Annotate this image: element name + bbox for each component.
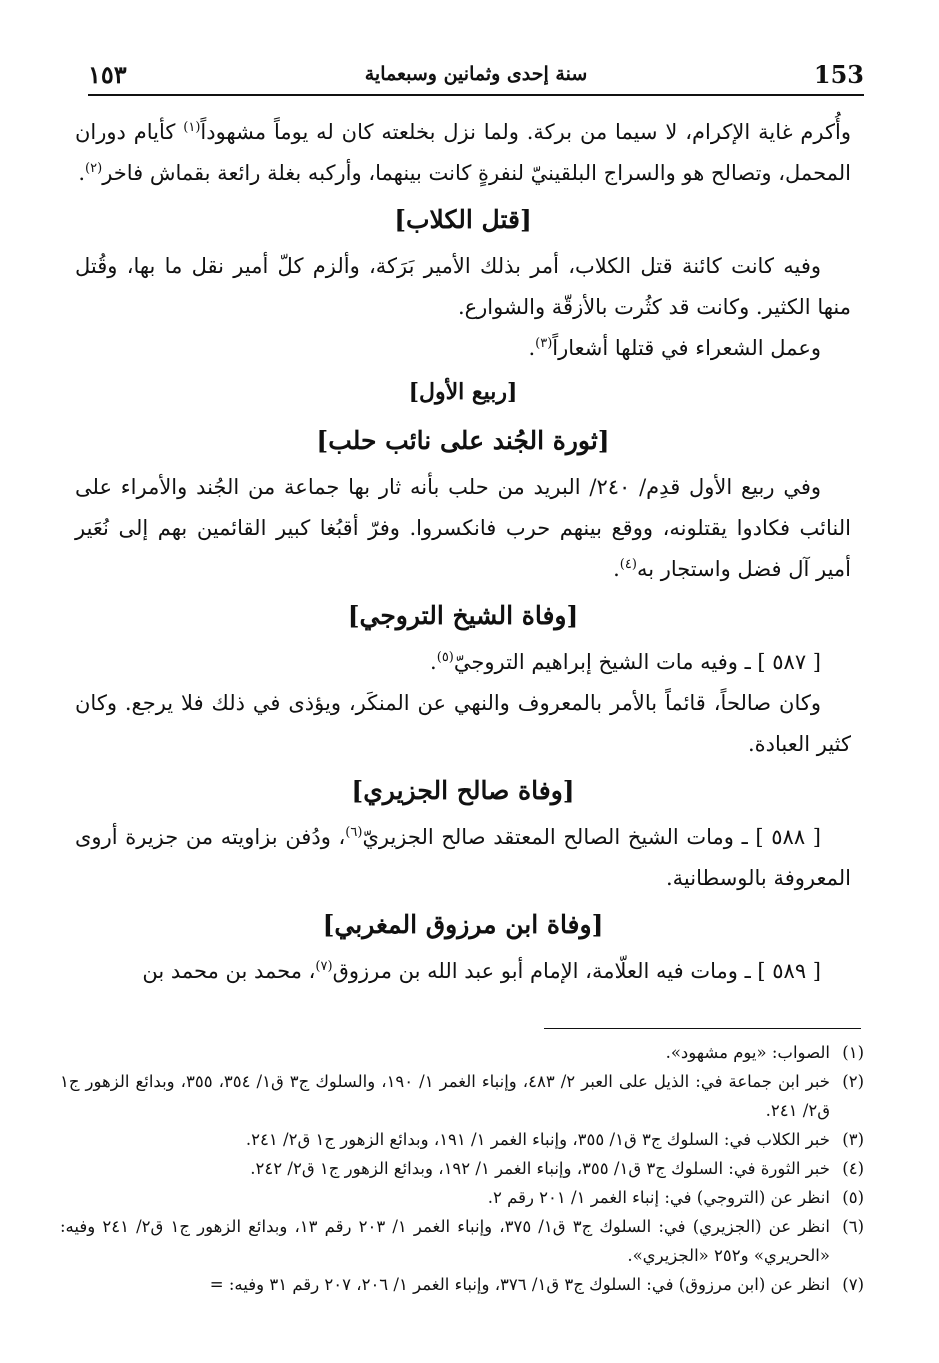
footnote: (٣) خبر الكلاب في: السلوك ج٣ ق١/ ٣٥٥، وإنباء الغمر ١/ ١٩١، وبدائع الزهور ج١ ق٢/ ٢٤١.: [245, 1130, 864, 1149]
page-header: [88, 58, 864, 96]
footnote: (٥) انظر عن (التروجي) في: إنباء الغمر ١/ ٢٠١ رقم ٢.: [487, 1188, 864, 1207]
footnote: (١) الصواب: «يوم مشهود».: [665, 1043, 864, 1062]
main-text: [75, 112, 851, 992]
footnote-ref: (٣): [535, 336, 553, 351]
footnote-ref: (١): [183, 120, 201, 135]
section-heading: [قتل الكلاب]: [394, 205, 532, 234]
footnote-ref: (٦): [345, 825, 363, 840]
page-number-latin: 153: [813, 60, 864, 89]
page-number-arabic: ١٥٣: [88, 60, 127, 89]
section-heading: [وفاة ابن مرزوق المغربي]: [322, 910, 604, 939]
section-heading: [ثورة الجُند على نائب حلب]: [316, 426, 610, 455]
paragraph-5: [ ٥٨٧ ] ـ وفيه مات الشيخ إبراهيم التروجيّ$^{(٥)}$.: [430, 650, 821, 674]
paragraph-2: وفيه كانت كائنة قتل الكلاب، أمر بذلك الأمير بَرَكة، وألزم كلّ أمير نقل ما بها، وقُتل منها الكثير. وكانت قد كثُرت بالأزقّة والشوارع.: [75, 254, 851, 319]
section-heading: [وفاة الشيخ التروجي]: [347, 601, 579, 630]
footnote-ref: (٢): [85, 161, 103, 176]
paragraph-6: وكان صالحاً، قائماً بالأمر بالمعروف والنهي عن المنكَر، ويؤذى في ذلك فلا يرجع. وكان كثير العبادة.: [75, 691, 851, 756]
footnotes: [60, 1038, 864, 1299]
header-rule: [88, 94, 864, 96]
footnote: (٢) خبر ابن جماعة في: الذيل على العبر ٢/ ٤٨٣، وإنباء الغمر ١/ ١٩٠، والسلوك ج٣ ق١/ ٣٥٤، ٣٥٥، وبدائع الزهور ج١ ق٢/ ٢٤١.: [60, 1072, 864, 1120]
section-heading: [وفاة صالح الجزيري]: [351, 776, 575, 805]
paragraph-7: [ ٥٨٨ ] ـ ومات الشيخ الصالح المعتقد صالح الجزيريّ$^{(٦)}$، ودُفن بزاويته من جزيرة أروى المعروفة بالوسطانية.: [75, 825, 851, 890]
footnote-rule: [544, 1028, 861, 1029]
running-title: سنة إحدى وثمانين وسبعماية: [364, 63, 588, 85]
footnote-ref: (٥): [436, 650, 454, 665]
footnote: (٧) انظر عن (ابن مرزوق) في: السلوك ج٣ ق١/ ٣٧٦، وإنباء الغمر ١/ ٢٠٦، ٢٠٧ رقم ٣١ وفيه: =: [209, 1275, 864, 1294]
footnote-ref: (٤): [619, 557, 637, 572]
footnote: (٦) انظر عن (الجزيري) في: السلوك ج٣ ق١/ ٣٧٥، وإنباء الغمر ١/ ٢٠٣ رقم ١٣، وبدائع الزهور ج١ ق٢/ ٢٤١ وفيه: «الحريري» و٢٥٢ «الجزيري».: [60, 1217, 864, 1265]
footnote: (٤) خبر الثورة في: السلوك ج٣ ق١/ ٣٥٥، وإنباء الغمر ١/ ١٩٢، وبدائع الزهور ج١ ق٢/ ٢٤٢.: [250, 1159, 864, 1178]
footnote-ref: (٧): [315, 959, 333, 974]
paragraph-8: [ ٥٨٩ ] ـ ومات فيه العلّامة، الإمام أبو عبد الله بن مرزوق$^{(٧)}$، محمد بن محمد بن: [142, 959, 821, 983]
paragraph-4: وفي ربيع الأول قدِم/ ٢٤٠/ البريد من حلب بأنه ثار بها جماعة من الجُند والأمراء على النائب فكادوا يقتلونه، ووقع بينهم حرب فانكسروا. وفرّ أقبُغا كبير القائمين بهم إلى نُعَير أمير آل فضل واستجار به$^{(٤)}$.: [75, 475, 851, 581]
paragraph-3: وعمل الشعراء في قتلها أشعاراً$^{(٣)}$.: [528, 336, 821, 360]
month-heading: [ربيع الأول]: [408, 379, 518, 405]
paragraph-1: وأُكرم غاية الإكرام، لا سيما من بركة. ولما نزل بخلعته كان له يوماً مشهوداً$^{(١)}$ كأيام دوران المحمل، وتصالح هو والسراج البلقينيّ لنفرةٍ كانت بينهما، وأركبه بغلة رائعة بقماش فاخر$^{(٢)}$.: [75, 120, 851, 185]
